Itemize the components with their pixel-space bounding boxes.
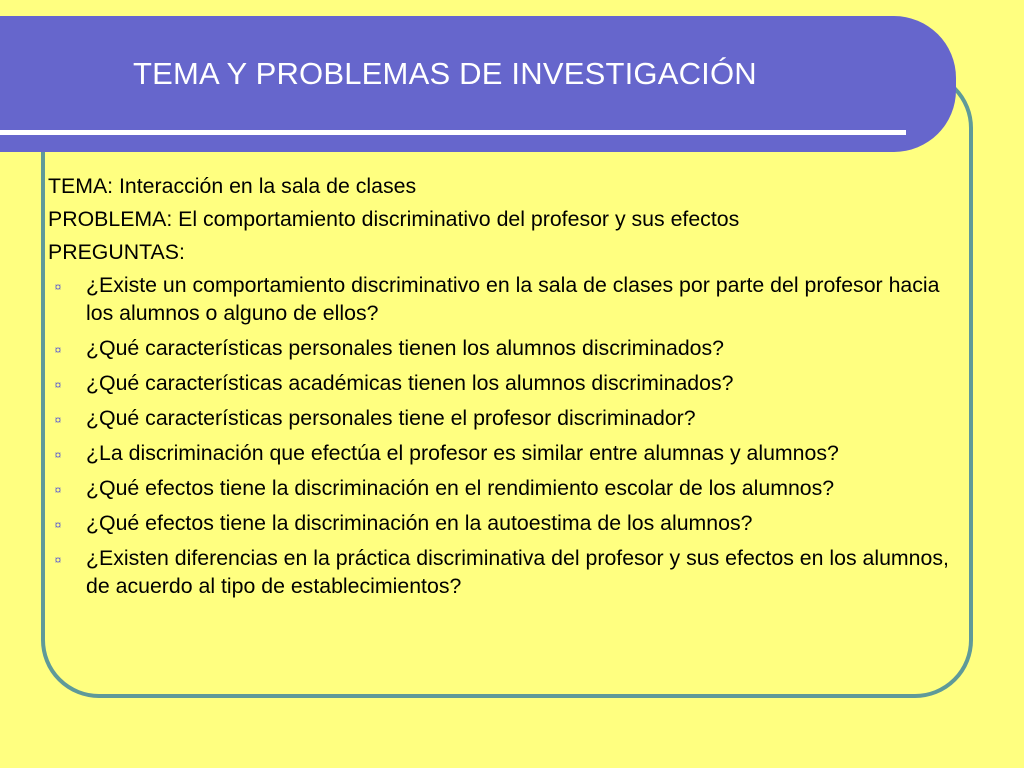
bullet-icon: ¤ xyxy=(54,378,62,392)
slide-title: TEMA Y PROBLEMAS DE INVESTIGACIÓN xyxy=(133,56,757,91)
bullet-icon: ¤ xyxy=(54,448,62,462)
question-text: ¿La discriminación que efectúa el profesor es similar entre alumnas y alumnos? xyxy=(86,441,839,465)
question-list xyxy=(48,271,958,600)
question-text: ¿Qué efectos tiene la discriminación en el rendimiento escolar de los alumnos? xyxy=(86,476,835,500)
question-text: ¿Qué características personales tiene el profesor discriminador? xyxy=(86,406,696,430)
title-underline xyxy=(0,130,906,135)
question-text: ¿Qué efectos tiene la discriminación en la autoestima de los alumnos? xyxy=(86,511,753,535)
question-item xyxy=(48,474,958,502)
slide-body xyxy=(48,172,958,607)
problem-line: PROBLEMA: El comportamiento discriminativo del profesor y sus efectos xyxy=(48,207,740,231)
question-text: ¿Existe un comportamiento discriminativo en la sala de clases por parte del profesor hacia los alumnos o alguno de ellos? xyxy=(86,273,940,325)
question-item xyxy=(48,404,958,432)
question-text: ¿Qué características académicas tienen los alumnos discriminados? xyxy=(86,371,734,395)
bullet-icon: ¤ xyxy=(54,518,62,532)
bullet-icon: ¤ xyxy=(54,553,62,567)
question-item xyxy=(48,369,958,397)
bullet-icon: ¤ xyxy=(54,280,62,294)
bullet-icon: ¤ xyxy=(54,483,62,497)
question-text: ¿Qué características personales tienen los alumnos discriminados? xyxy=(86,336,725,360)
question-item xyxy=(48,271,958,327)
bullet-icon: ¤ xyxy=(54,343,62,357)
topic-line: TEMA: Interacción en la sala de clases xyxy=(48,174,417,198)
question-text: ¿Existen diferencias en la práctica discriminativa del profesor y sus efectos en los alumnos, de acuerdo al tipo de establecimientos? xyxy=(86,546,949,598)
question-item xyxy=(48,334,958,362)
question-item xyxy=(48,439,958,467)
question-item xyxy=(48,544,958,600)
question-item xyxy=(48,509,958,537)
questions-heading: PREGUNTAS: xyxy=(48,240,185,264)
bullet-icon: ¤ xyxy=(54,413,62,427)
